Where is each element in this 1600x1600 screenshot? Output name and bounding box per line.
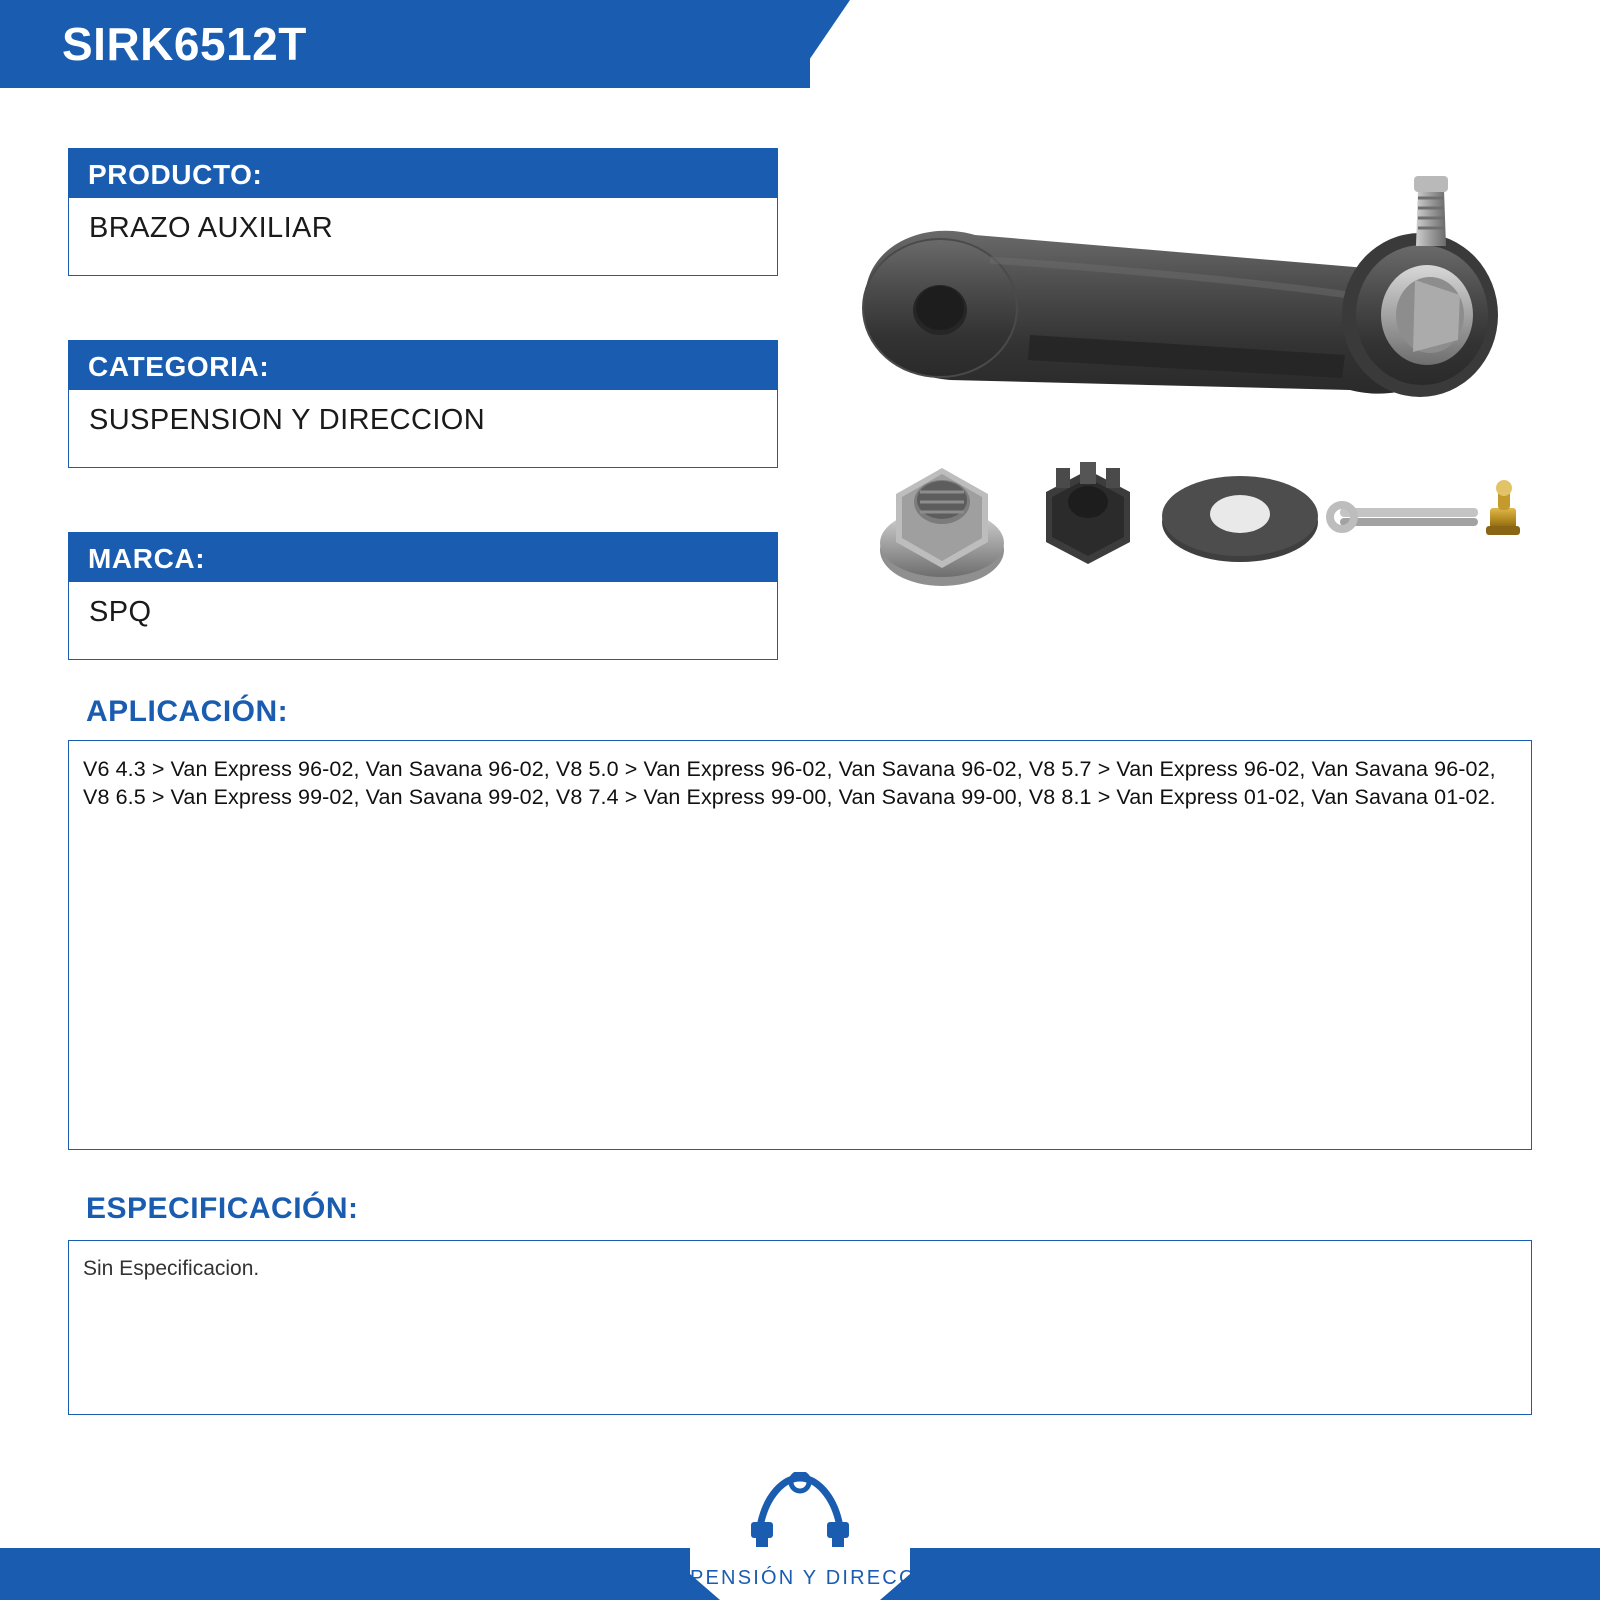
product-image <box>830 150 1530 590</box>
aplicacion-text: V6 4.3 > Van Express 96-02, Van Savana 96-02, V8 5.0 > Van Express 96-02, Van Savana 96-02, V8 5.7 > Van Express 96-02, Van Savana 96-02, V8 6.5 > Van Express 99-02, Van Savana 99-02, V8 7.4 > Van Express 99-00, Van Savana 99-00, V8 8.1 > Van Express 01-02, Van Savana 01-02. <box>83 757 1496 809</box>
field-producto-value: BRAZO AUXILIAR <box>68 198 778 276</box>
field-categoria-value: SUSPENSION Y DIRECCION <box>68 390 778 468</box>
page-title: SIRK6512T <box>62 18 307 70</box>
cotter-pin-graphic <box>1330 505 1478 529</box>
field-producto <box>68 148 778 276</box>
field-marca-label: MARCA: <box>68 532 778 582</box>
field-producto-label: PRODUCTO: <box>68 148 778 198</box>
field-marca-value: SPQ <box>68 582 778 660</box>
footer-caption: SUSPENSIÓN Y DIRECCIÓN <box>642 1567 958 1589</box>
field-categoria-label: CATEGORIA: <box>68 340 778 390</box>
grease-fitting-graphic <box>1486 480 1520 535</box>
field-marca <box>68 532 778 660</box>
aplicacion-heading: APLICACIÓN: <box>86 695 289 728</box>
especificacion-heading: ESPECIFICACIÓN: <box>86 1192 359 1225</box>
castle-nut-graphic <box>1046 462 1130 564</box>
footer-bar-right <box>910 1548 1600 1600</box>
washer-graphic <box>1162 476 1318 562</box>
field-categoria <box>68 340 778 468</box>
page-footer <box>0 1470 1600 1600</box>
control-arm-logo-icon <box>745 1472 855 1552</box>
aplicacion-box <box>68 740 1532 1150</box>
especificacion-text: Sin Especificacion. <box>83 1257 260 1280</box>
especificacion-box <box>68 1240 1532 1415</box>
flange-nut-graphic <box>880 468 1004 586</box>
idler-arm-graphic <box>862 176 1498 397</box>
footer-bar-left <box>0 1548 690 1600</box>
page-header <box>0 0 1600 88</box>
header-blue-diagonal <box>790 0 850 88</box>
